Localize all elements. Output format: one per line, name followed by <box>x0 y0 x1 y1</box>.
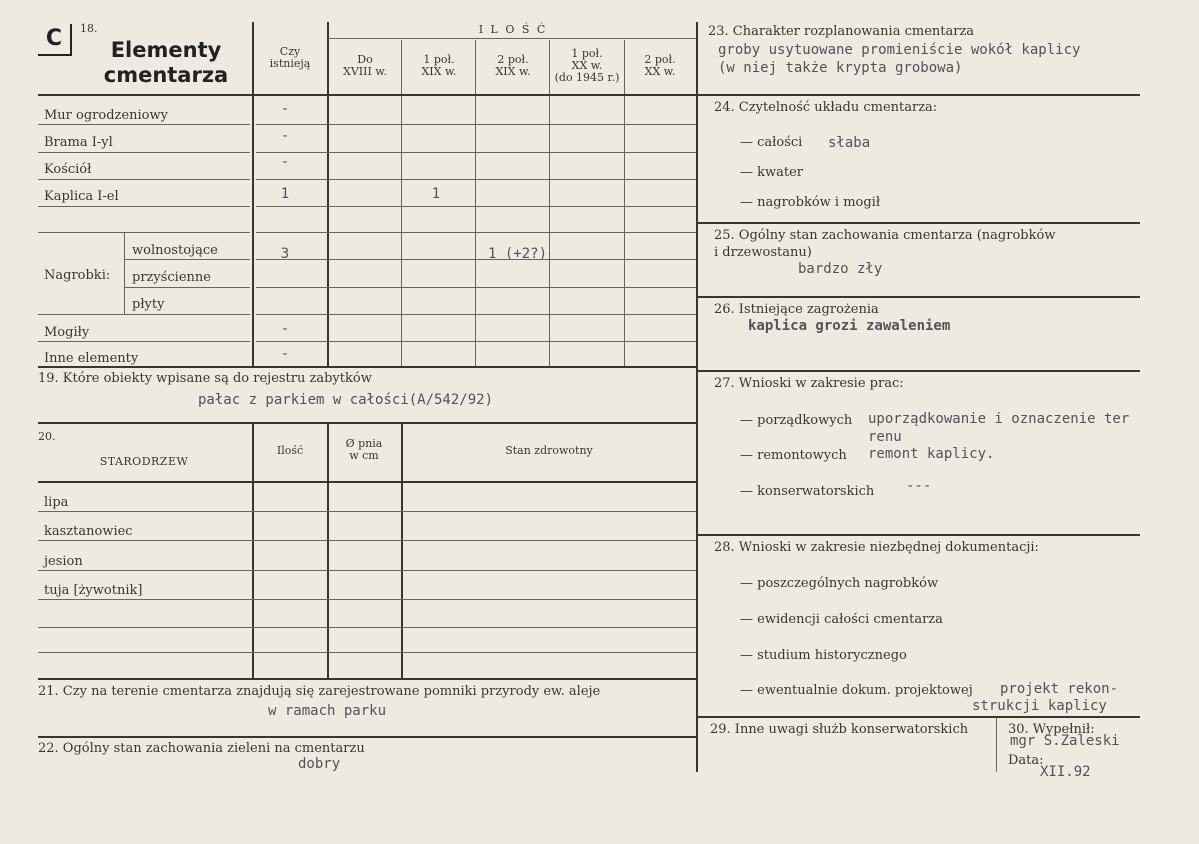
period-header-2 <box>403 54 475 78</box>
q25-label-line2: i drzewostanu) <box>714 245 812 260</box>
diameter-line1: Ø pnia <box>345 437 383 450</box>
section-letter-box: C <box>38 24 72 56</box>
q28-item-label: — ewidencji całości cmentarza <box>740 612 943 627</box>
grid-line <box>38 422 696 424</box>
q27-label: 27. Wnioski w zakresie prac: <box>714 376 904 391</box>
grid-line <box>401 40 402 366</box>
grid-line <box>252 423 254 678</box>
q22-label: 22. Ogólny stan zachowania zieleni na cmentarzu <box>38 741 365 756</box>
exists-column-header <box>254 46 326 70</box>
period-1-line1: Do <box>357 53 373 66</box>
q27-item-answer: remont kaplicy. <box>868 446 995 462</box>
q28-answer-line1: projekt rekon- <box>1000 681 1119 697</box>
q28-item-label: — poszczególnych nagrobków <box>740 576 939 591</box>
period-header-4 <box>550 48 624 84</box>
q24-item-answer: słaba <box>828 135 871 151</box>
section-title <box>96 38 236 88</box>
q28-item-label: — studium historycznego <box>740 648 907 663</box>
grid-line <box>124 259 250 260</box>
q27-item-label: — porządkowych <box>740 413 853 428</box>
period-3-line2: XIX w. <box>495 65 531 78</box>
element-label: Kaplica I-el <box>44 189 119 204</box>
grid-line <box>698 222 1140 224</box>
grid-line <box>256 259 696 260</box>
tree-label: jesion <box>44 554 83 569</box>
grid-line <box>256 179 696 180</box>
grid-line <box>256 287 696 288</box>
grid-line <box>38 736 696 738</box>
exists-value: - <box>280 101 290 117</box>
grid-line <box>38 511 696 512</box>
q24-item-label: — całości <box>740 135 803 150</box>
grid-line <box>698 370 1140 372</box>
q24-item-label: — nagrobków i mogił <box>740 195 881 210</box>
exists-header-line2: istnieją <box>269 57 311 70</box>
q27-item-label: — remontowych <box>740 448 847 463</box>
grid-line <box>698 94 1140 96</box>
period-header-3 <box>477 54 549 78</box>
grid-line <box>38 232 250 233</box>
tree-label: tuja [żywotnik] <box>44 583 143 598</box>
grid-line <box>327 423 329 678</box>
q30-label: 30. Wypełnił: <box>1008 722 1095 737</box>
q28-label: 28. Wnioski w zakresie niezbędnej dokumentacji: <box>714 540 1039 555</box>
q27-item-answer-cont: renu <box>868 429 902 445</box>
period-value: 1 (+2?) <box>488 246 548 262</box>
q25-answer: bardzo zły <box>798 261 883 277</box>
exists-value: - <box>280 128 290 144</box>
q21-label: 21. Czy na terenie cmentarza znajdują się zarejestrowane pomniki przyrody ew. aleje <box>38 684 601 699</box>
period-5-line2: XX w. <box>644 65 676 78</box>
period-3-line1: 2 poł. <box>497 53 529 66</box>
grid-line <box>256 341 696 342</box>
exists-value: - <box>280 154 290 170</box>
grid-line <box>38 179 250 180</box>
nagrobki-row-label: płyty <box>132 297 165 312</box>
q27-item-answer: --- <box>906 478 932 494</box>
period-4-line1: 1 poł. <box>571 47 603 60</box>
period-2-line2: XIX w. <box>421 65 457 78</box>
q30-filled-by: mgr S.Zaleski <box>1010 733 1120 749</box>
grid-line <box>624 40 625 366</box>
element-label: Kościół <box>44 162 92 177</box>
q20-title: STARODRZEW <box>99 455 189 468</box>
q19-label: 19. Które obiekty wpisane są do rejestru zabytków <box>38 371 372 386</box>
grid-line <box>252 22 254 366</box>
quantity-header: I L O Ś Ć <box>478 23 548 36</box>
q28-item-label: — ewentualnie dokum. projektowej <box>740 683 973 698</box>
title-line2: cmentarza <box>103 63 229 87</box>
q30-date-label: Data: <box>1008 753 1044 768</box>
q20-number: 20. <box>38 430 56 443</box>
nagrobki-row-label: wolnostojące <box>132 243 218 258</box>
grid-line <box>38 124 250 125</box>
grid-line <box>38 314 250 315</box>
title-line1: Elementy <box>110 38 222 62</box>
grid-line <box>38 540 696 541</box>
grid-line <box>38 599 696 600</box>
grid-line <box>38 627 696 628</box>
q27-item-label: — konserwatorskich <box>740 484 875 499</box>
grid-line <box>328 38 696 39</box>
q23-label: 23. Charakter rozplanowania cmentarza <box>708 24 975 39</box>
q25-label-line1: 25. Ogólny stan zachowania cmentarza (nagrobków <box>714 228 1056 243</box>
q21-answer: w ramach parku <box>268 703 387 719</box>
grid-line <box>38 341 250 342</box>
grid-line <box>475 40 476 366</box>
q19-answer: pałac z parkiem w całości(A/542/92) <box>198 392 494 408</box>
diameter-line2: w cm <box>349 449 379 462</box>
q26-label: 26. Istniejące zagrożenia <box>714 302 879 317</box>
q28-answer-line2: strukcji kaplicy <box>972 698 1107 714</box>
exists-header-line1: Czy <box>279 45 301 58</box>
grid-line <box>38 94 696 96</box>
exists-value: 3 <box>280 246 290 262</box>
grid-line <box>38 206 250 207</box>
exists-value: 1 <box>280 186 290 202</box>
element-label: Brama I-yl <box>44 135 113 150</box>
element-label: Inne elementy <box>44 351 139 366</box>
q20-qty-header: Ilość <box>276 444 304 457</box>
period-4-line3: (do 1945 r.) <box>554 71 620 84</box>
period-header-5 <box>625 54 695 78</box>
period-2-line1: 1 poł. <box>423 53 455 66</box>
q24-item-label: — kwater <box>740 165 804 180</box>
grid-line <box>38 366 696 368</box>
grid-line <box>698 296 1140 298</box>
q23-answer-line2: (w niej także krypta grobowa) <box>718 60 963 76</box>
period-value: 1 <box>431 186 441 202</box>
grid-line <box>996 717 997 772</box>
grid-line <box>124 232 125 314</box>
tree-label: kasztanowiec <box>44 524 133 539</box>
section-number: 18. <box>80 22 98 35</box>
element-label: Mogiły <box>44 325 90 340</box>
period-5-line1: 2 poł. <box>644 53 676 66</box>
center-divider <box>696 22 698 772</box>
q23-answer-line1: groby usytuowane promieniście wokół kaplicy <box>718 42 1081 58</box>
nagrobki-row-label: przyścienne <box>132 270 211 285</box>
q20-health-header: Stan zdrowotny <box>505 444 593 457</box>
grid-line <box>38 481 696 483</box>
grid-line <box>256 206 696 207</box>
grid-line <box>38 678 696 680</box>
grid-line <box>38 570 696 571</box>
grid-line <box>38 652 696 653</box>
grid-line <box>38 152 250 153</box>
grid-line <box>698 534 1140 536</box>
q26-answer: kaplica grozi zawaleniem <box>748 318 951 334</box>
q29-label: 29. Inne uwagi służb konserwatorskich <box>710 722 969 737</box>
period-header-1 <box>329 54 401 78</box>
q24-label: 24. Czytelność układu cmentarza: <box>714 100 938 115</box>
period-1-line2: XVIII w. <box>343 65 387 78</box>
grid-line <box>698 716 1140 718</box>
grid-line <box>256 314 696 315</box>
q20-diameter-header <box>328 438 400 462</box>
nagrobki-label: Nagrobki: <box>44 268 111 283</box>
q27-item-answer: uporządkowanie i oznaczenie ter <box>868 411 1130 427</box>
grid-line <box>256 232 696 233</box>
grid-line <box>256 124 696 125</box>
grid-line <box>124 287 250 288</box>
tree-label: lipa <box>44 495 69 510</box>
exists-value: - <box>280 346 290 362</box>
q22-answer: dobry <box>298 756 341 772</box>
grid-line <box>256 152 696 153</box>
period-4-line2: XX w. <box>571 59 603 72</box>
grid-line <box>401 423 403 678</box>
q30-date: XII.92 <box>1040 764 1091 780</box>
grid-line <box>549 40 550 366</box>
exists-value: - <box>280 321 290 337</box>
element-label: Mur ogrodzeniowy <box>44 108 168 123</box>
